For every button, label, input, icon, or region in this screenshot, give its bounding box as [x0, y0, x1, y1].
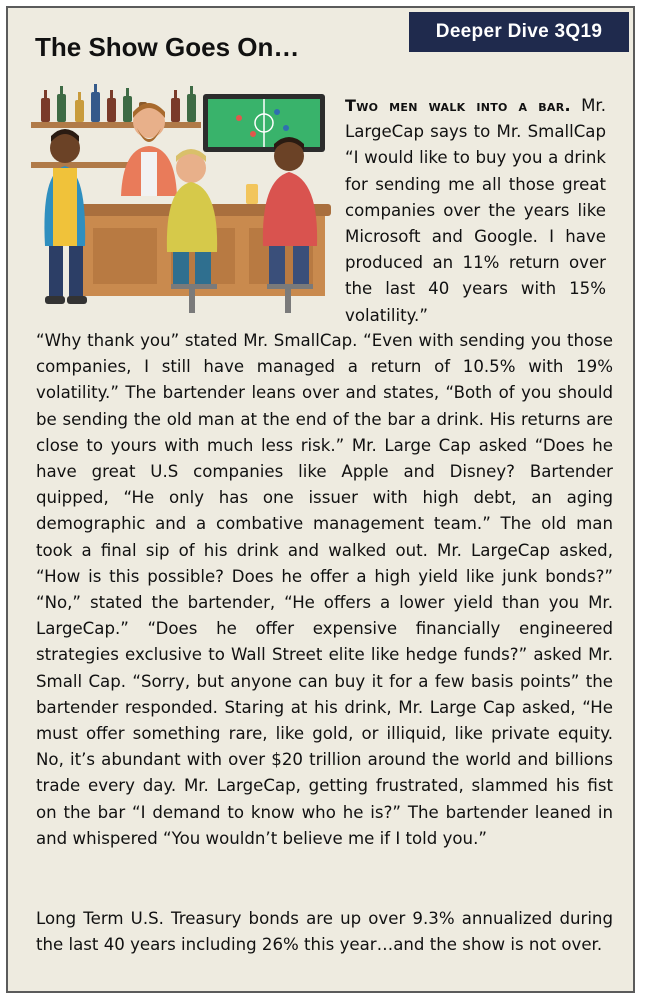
section-badge: Deeper Dive 3Q19: [409, 12, 629, 52]
story-closing: Long Term U.S. Treasury bonds are up over 9.3% annualized during the last 40 years including 26% this year…and the show is not over.: [36, 909, 613, 955]
story-intro-text: Mr. LargeCap says to Mr. SmallCap “I would like to buy you a drink for sending me all those great companies over the years like Microsoft and Google. I have produced an 11% return over the last 40 years with 15% volatility.”: [345, 96, 606, 325]
story-lead: Two men walk into a bar.: [345, 96, 571, 115]
article-frame: [6, 6, 635, 993]
story-main: “Why thank you” stated Mr. SmallCap. “Even with sending you those companies, I still have managed a return of 10.5% with 19% volatility.” The bartender leans over and states, “Both of you should be sending the old man at the end of the bar a drink. His returns are close to yours with much less risk.” Mr. Large Cap asked “Does he have great U.S companies like Apple and Disney? Bartender quipped, “He only has one issuer with high debt, an aging demographic and a combative management team.” The old man took a final sip of his drink and walked out. Mr. LargeCap asked, “How is this possible? Does he offer a high yield like junk bonds?” “No,” stated the bartender, “He offers a lower yield than you Mr. LargeCap.” “Does he offer expensive financially engineered strategies exclusive to Wall Street elite like hedge funds?” asked Mr. Small Cap. “Sorry, but anyone can buy it for a few basis points” the bartender responded. Staring at his drink, Mr. Large Cap asked, “He must offer something rare, like gold, or illiquid, like private equity. No, it’s abundant with over $20 trillion around the world and billions trade every day. Mr. LargeCap, getting frustrated, slammed his fist on the bar “I demand to know who he is?” The bartender leaned in and whispered “You wouldn’t believe me if I told you.”: [36, 331, 613, 848]
article-title: The Show Goes On…: [35, 32, 300, 62]
story-intro: [345, 93, 606, 355]
bar-scene-icon: [31, 76, 336, 316]
